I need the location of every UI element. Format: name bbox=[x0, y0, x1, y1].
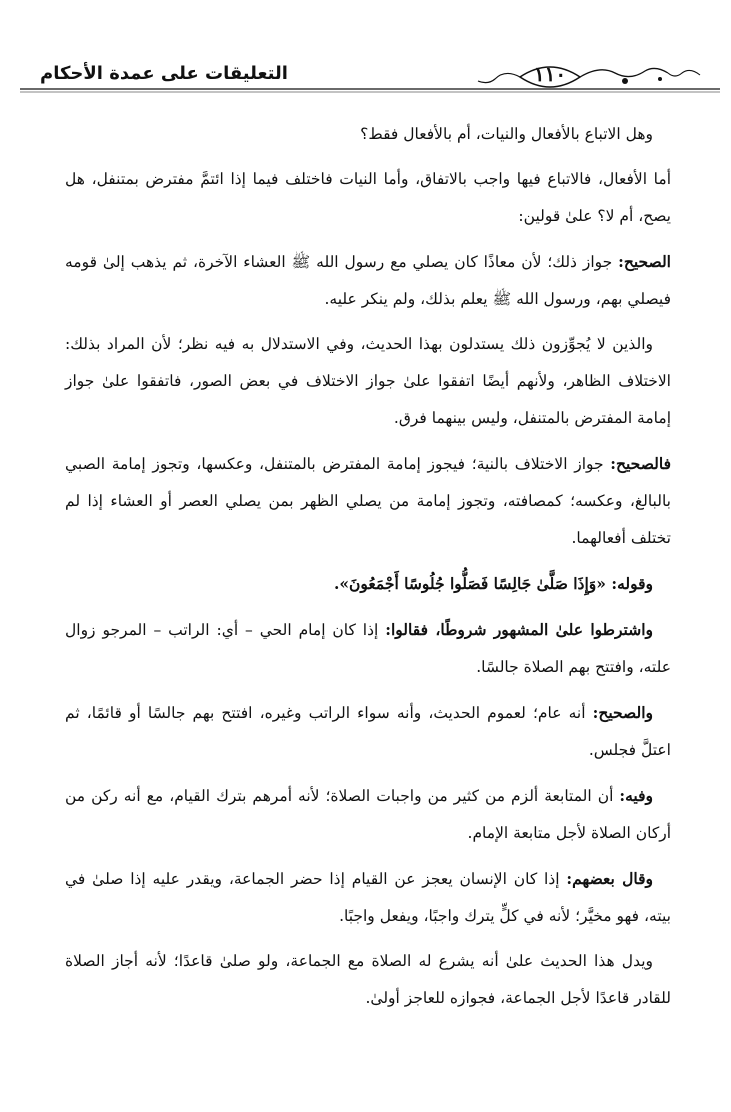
paragraph: وقال بعضهم: إذا كان الإنسان يعجز عن القيام إذا حضر الجماعة، ويقدر عليه إذا صلىٰ في بيته، فهو مخيَّر؛ لأنه في كلٍّ يترك واجبًا، ويفعل واجبًا. bbox=[65, 869, 671, 925]
book-title: التعليقات على عمدة الأحكام bbox=[40, 63, 288, 84]
paragraph: وهل الاتباع بالأفعال والنيات، أم بالأفعال فقط؟ bbox=[360, 125, 653, 143]
page-number: ١١٠ bbox=[533, 62, 567, 86]
paragraph-lead: وقال بعضهم: bbox=[566, 869, 653, 888]
paragraph: الصحيح: جواز ذلك؛ لأن معاذًا كان يصلي مع رسول الله ﷺ العشاء الآخرة، ثم يذهب إلىٰ قومه فيصلي بهم، ورسول الله ﷺ يعلم بذلك، ولم ينكر عليه. bbox=[65, 252, 671, 308]
hadith-quote: «وَإِذَا صَلَّىٰ جَالِسًا فَصَلُّوا جُلُوسًا أَجْمَعُونَ». bbox=[333, 574, 612, 593]
paragraph-lead: الصحيح: bbox=[618, 252, 671, 271]
paragraph: وفيه: أن المتابعة ألزم من كثير من واجبات الصلاة؛ لأنه أمرهم بترك القيام، مع أنه ركن من أركان الصلاة لأجل متابعة الإمام. bbox=[65, 786, 671, 842]
paragraph-lead: واشترطوا علىٰ المشهور شروطًا، فقالوا: bbox=[385, 620, 653, 639]
paragraph: والصحيح: أنه عام؛ لعموم الحديث، وأنه سواء الراتب وغيره، افتتح بهم جالسًا أو قائمًا، ثم اعتلَّ فجلس. bbox=[65, 703, 671, 759]
paragraph: واشترطوا علىٰ المشهور شروطًا، فقالوا: إذا كان إمام الحي – أي: الراتب – المرجو زوال علته، وافتتح بهم الصلاة جالسًا. bbox=[65, 620, 671, 676]
paragraph: ويدل هذا الحديث علىٰ أنه يشرع له الصلاة مع الجماعة، ولو صلىٰ قاعدًا؛ لأنه أجاز الصلاة للقادر قاعدًا لأجل الجماعة، فجوازه للعاجز أولىٰ. bbox=[65, 952, 671, 1007]
paragraph-lead: وقوله: bbox=[611, 574, 653, 593]
paragraph-lead: والصحيح: bbox=[592, 703, 653, 722]
paragraph-lead: وفيه: bbox=[619, 786, 653, 805]
paragraph: والذين لا يُجوِّزون ذلك يستدلون بهذا الحديث، وفي الاستدلال به فيه نظر؛ لأن المراد بذلك: الاختلاف الظاهر، ولأنهم أيضًا اتفقوا علىٰ جواز الاختلاف في بعض الصور، فاتفقوا علىٰ جواز إمامة المفترض بالمتنفل، وليس بينهما فرق. bbox=[65, 335, 671, 427]
page-body bbox=[65, 116, 671, 1025]
paragraph-lead: فالصحيح: bbox=[610, 454, 671, 473]
paragraph: أما الأفعال، فالاتباع فيها واجب بالاتفاق، وأما النيات فاختلف فيما إذا ائتمَّ مفترض بمتنفل، هل يصح، أم لا؟ علىٰ قولين: bbox=[65, 170, 671, 225]
page-header bbox=[0, 0, 731, 110]
paragraph: فالصحيح: جواز الاختلاف بالنية؛ فيجوز إمامة المفترض بالمتنفل، وعكسها، وتجوز إمامة الصبي بالبالغ، وعكسه؛ كمصافته، وتجوز إمامة من يصلي الظهر بمن يصلي العصر أو العشاء إذا لم تختلف أفعالهما. bbox=[65, 454, 671, 547]
paragraph bbox=[65, 565, 671, 603]
